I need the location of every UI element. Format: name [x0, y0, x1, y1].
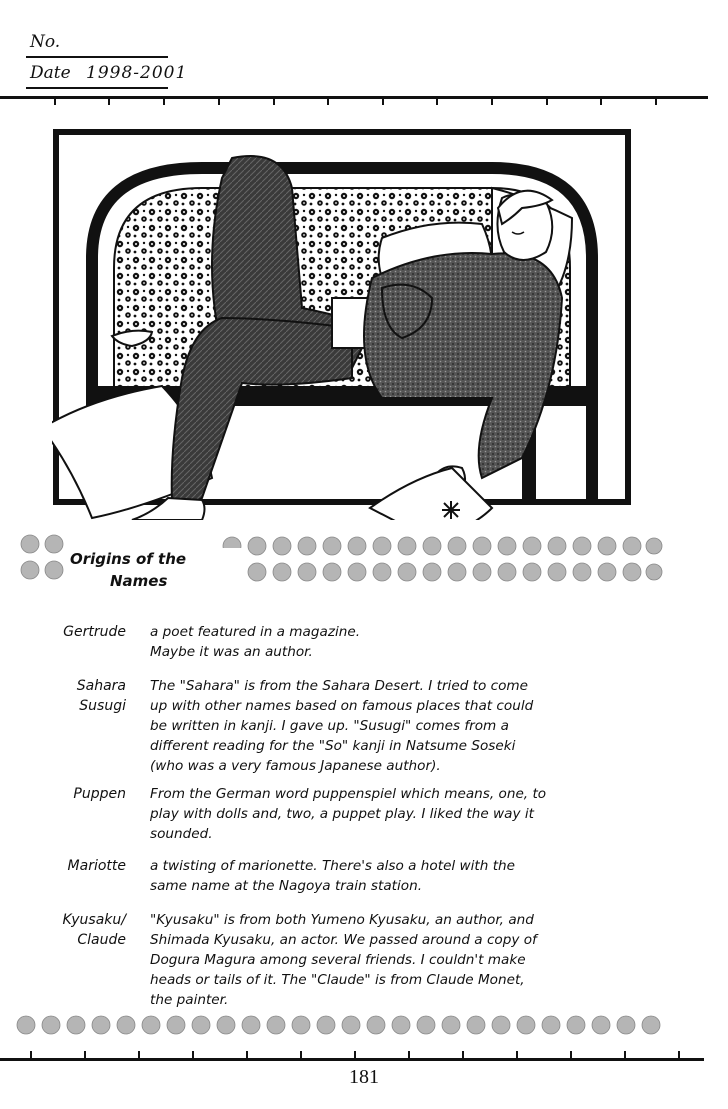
entry-term: Gertrude — [63, 624, 126, 640]
entry-term: Mariotte — [67, 858, 126, 874]
bottom-rule-ticks — [0, 1050, 704, 1060]
date-label: Date — [30, 63, 71, 83]
number-underline — [26, 56, 168, 58]
decorative-dot-band-bottom — [10, 1012, 670, 1038]
section-title — [66, 548, 244, 592]
entry-description: a poet featured in a magazine. Maybe it was an author. — [150, 624, 361, 660]
date-value: 1998-2001 — [86, 63, 188, 83]
section-title-line2: Names — [110, 572, 168, 590]
illustration-sleeping-character — [52, 128, 632, 520]
section-title-line1: Origins of the — [70, 550, 187, 568]
entry-term: Sahara Susugi — [76, 678, 126, 714]
entry-term: Puppen — [73, 786, 126, 802]
entry-description: The "Sahara" is from the Sahara Desert. I tried to come up with other names based on famous places that could be written in kanji. I gave up. "Susugi" comes from a different reading for the "So" kanji in Natsume Soseki (who was a very famous Japanese author). — [150, 678, 534, 774]
top-rule-ticks — [0, 96, 708, 108]
entry-term: Kyusaku/ Claude — [62, 912, 126, 948]
number-label: No. — [30, 32, 61, 52]
entry-description: a twisting of marionette. There's also a hotel with the same name at the Nagoya train station. — [150, 858, 516, 894]
entry-description: From the German word puppenspiel which means, one, to play with dolls and, two, a puppet play. I liked the way it sounded. — [150, 786, 547, 842]
entry-description: "Kyusaku" is from both Yumeno Kyusaku, an author, and Shimada Kyusaku, an actor. We passed around a copy of Dogura Magura among several friends. I couldn't make heads or tails of it. The "Claude" is from Claude Monet, the painter. — [150, 912, 537, 1008]
page-number: 181 — [349, 1066, 379, 1088]
date-underline — [26, 87, 168, 89]
